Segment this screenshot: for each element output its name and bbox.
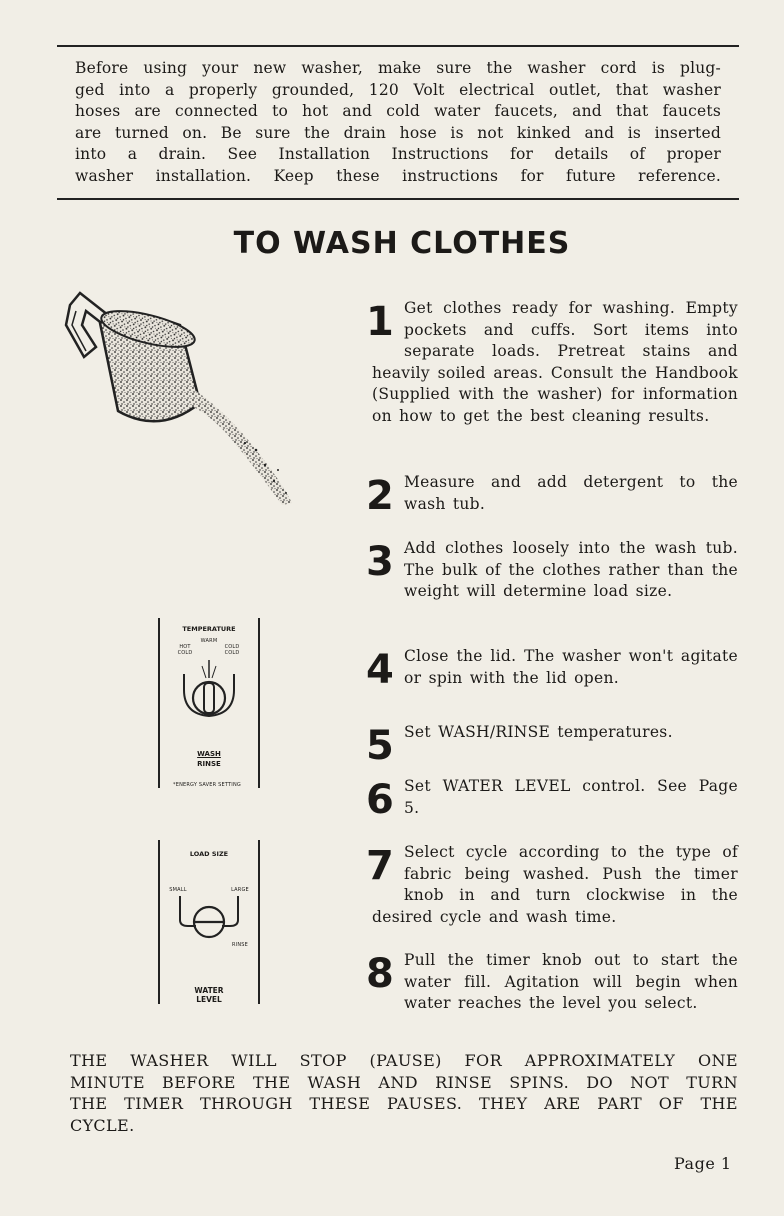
temperature-knob-icon bbox=[178, 656, 240, 722]
warning-line: MINUTE BEFORE THE WASH AND RINSE SPINS. DO NOT TURN bbox=[70, 1072, 738, 1092]
step-text: Pull the timer knob out to start the water fill. Agitation will begin when water reaches the level you select. bbox=[404, 951, 738, 1013]
intro-line: hoses are connected to hot and cold water faucets, and that faucets bbox=[75, 102, 721, 121]
page-number: Page 1 bbox=[674, 1154, 732, 1173]
large-label: LARGE bbox=[231, 887, 249, 893]
rinse-label: RINSE bbox=[197, 760, 221, 768]
intro-line: are turned on. Be sure the drain hose is not kinked and is inserted bbox=[75, 123, 721, 142]
cold-cold-label: COLD COLD bbox=[224, 644, 240, 656]
step-text: Set WASH/RINSE temperatures. bbox=[404, 723, 673, 741]
step-text: Get clothes ready for washing. Empty pockets and cuffs. Sort items into separate loads. Pretreat stains and heavily soiled areas. Consult the Handbook (Supplied with the washer) for information on how to get the best cleaning results. bbox=[372, 299, 738, 425]
water-level-dial-panel bbox=[158, 840, 260, 1004]
step-number: 6 bbox=[366, 777, 394, 823]
step-7 bbox=[366, 842, 738, 928]
warning-line: CYCLE. bbox=[70, 1115, 135, 1135]
energy-saver-note: *ENERGY SAVER SETTING bbox=[173, 782, 241, 788]
intro-line: washer installation. Keep these instructions for future reference. bbox=[75, 166, 721, 185]
step-8 bbox=[366, 950, 738, 1015]
warning-line: THE WASHER WILL STOP (PAUSE) FOR APPROXIMATELY ONE bbox=[70, 1051, 738, 1070]
intro-line: into a drain. See Installation Instructions for details of proper bbox=[75, 145, 721, 164]
bottom-rule bbox=[57, 198, 739, 200]
intro-line: ged into a properly grounded, 120 Volt electrical outlet, that washer bbox=[75, 80, 721, 99]
warning-line: THE TIMER THROUGH THESE PAUSES. THEY ARE PART OF THE bbox=[70, 1094, 738, 1114]
temperature-heading: TEMPERATURE bbox=[182, 625, 236, 633]
top-rule bbox=[57, 45, 739, 47]
step-number: 7 bbox=[366, 843, 394, 889]
step-text: Measure and add detergent to the wash tub. bbox=[404, 473, 738, 513]
hot-cold-label: HOT COLD bbox=[177, 644, 193, 656]
rinse-small-label: RINSE bbox=[231, 942, 249, 948]
step-number: 2 bbox=[366, 473, 394, 519]
page-title: TO WASH CLOTHES bbox=[233, 226, 571, 261]
wash-label: WASH bbox=[197, 750, 221, 758]
water-label: WATER bbox=[194, 986, 224, 995]
step-4 bbox=[366, 646, 738, 693]
level-label: LEVEL bbox=[196, 995, 222, 1004]
step-number: 4 bbox=[366, 647, 394, 693]
step-text: Select cycle according to the type of fabric being washed. Push the timer knob in and turn clockwise in the desired cycle and wash time. bbox=[372, 843, 738, 926]
step-number: 8 bbox=[366, 951, 394, 997]
measuring-cup-illustration bbox=[60, 285, 310, 515]
step-text: Set WATER LEVEL control. See Page 5. bbox=[404, 777, 738, 817]
step-2 bbox=[366, 472, 738, 519]
intro-line: Before using your new washer, make sure the washer cord is plug- bbox=[75, 59, 721, 77]
step-text: Close the lid. The washer won't agitate or spin with the lid open. bbox=[404, 647, 738, 687]
step-1 bbox=[366, 298, 738, 428]
temperature-dial-panel bbox=[158, 618, 260, 788]
step-number: 3 bbox=[366, 539, 394, 585]
step-3 bbox=[366, 538, 738, 603]
warm-label: WARM bbox=[200, 638, 218, 644]
small-label: SMALL bbox=[169, 887, 187, 893]
step-number: 5 bbox=[366, 723, 394, 769]
pause-warning bbox=[70, 1050, 738, 1136]
load-size-heading: LOAD SIZE bbox=[189, 850, 229, 858]
water-level-knob-icon bbox=[174, 892, 244, 944]
step-6 bbox=[366, 776, 738, 823]
step-text: Add clothes loosely into the wash tub. The bulk of the clothes rather than the weight will determine load size. bbox=[404, 539, 738, 601]
intro-paragraph bbox=[75, 58, 721, 188]
step-number: 1 bbox=[366, 299, 394, 345]
step-5 bbox=[366, 722, 738, 769]
